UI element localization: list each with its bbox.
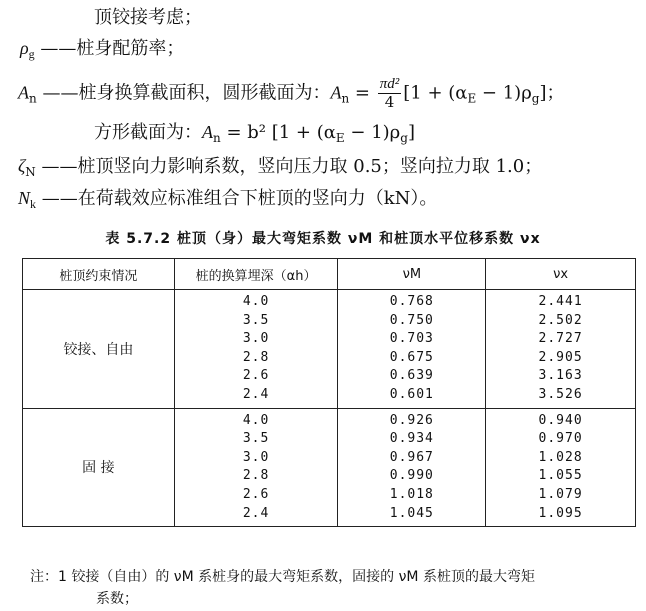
vm-values: 0.926 0.934 0.967 0.990 1.018 1.045 bbox=[338, 408, 486, 527]
formula-bracket-sub: E bbox=[467, 91, 477, 106]
table-row bbox=[23, 290, 636, 409]
symbol-rho: ρ bbox=[20, 38, 29, 58]
definition-text: ——桩身换算截面积，圆形截面为： bbox=[42, 82, 331, 104]
depth-values: 4.0 3.5 3.0 2.8 2.6 2.4 bbox=[174, 290, 338, 409]
header-vx: νx bbox=[486, 259, 636, 290]
formula-lhs: A bbox=[202, 122, 213, 142]
symbol-n: N bbox=[18, 188, 31, 208]
definition-text: 方形截面为： bbox=[94, 122, 202, 143]
formula-end: ] bbox=[407, 122, 415, 143]
symbol-sub: n bbox=[29, 91, 37, 106]
definition-rho-g bbox=[20, 36, 184, 66]
continuation-text: 顶铰接考虑； bbox=[94, 7, 202, 28]
group-label-fixed: 固 接 bbox=[23, 408, 175, 527]
table-note-line-2: 系数； bbox=[96, 591, 138, 607]
formula-rho-sub: g bbox=[400, 131, 408, 145]
symbol-sub: k bbox=[30, 197, 37, 211]
fraction-numerator: πd² bbox=[379, 76, 400, 92]
header-vm: νM bbox=[338, 259, 486, 290]
coefficient-table bbox=[22, 258, 636, 527]
table-caption: 表 5.7.2 桩顶（身）最大弯矩系数 νM 和桩顶水平位移系数 νx bbox=[105, 231, 541, 247]
text-line-1 bbox=[94, 6, 202, 30]
symbol-sub: N bbox=[25, 165, 36, 179]
formula-rhs: = b² [1 + (α bbox=[220, 122, 336, 143]
table-row bbox=[23, 408, 636, 527]
vx-values: 0.940 0.970 1.028 1.055 1.079 1.095 bbox=[486, 408, 636, 527]
vm-values: 0.768 0.750 0.703 0.675 0.639 0.601 bbox=[338, 290, 486, 409]
formula-eq: = bbox=[349, 82, 376, 104]
depth-values: 4.0 3.5 3.0 2.8 2.6 2.4 bbox=[174, 408, 338, 527]
formula-lhs-sub: n bbox=[213, 131, 221, 145]
definition-text: ——桩身配筋率； bbox=[40, 38, 185, 59]
definition-zeta-n bbox=[18, 154, 542, 184]
formula-bracket-tail: − 1)ρ bbox=[476, 82, 532, 104]
formula-bracket: [1 + (α bbox=[403, 82, 468, 104]
definition-nk bbox=[18, 186, 437, 216]
vx-values: 2.441 2.502 2.727 2.905 3.163 3.526 bbox=[486, 290, 636, 409]
table-note-line-1: 注：1 铰接（自由）的 νM 系桩身的最大弯矩系数，固接的 νM 系桩顶的最大弯矩 bbox=[30, 569, 535, 585]
group-label-hinged: 铰接、自由 bbox=[23, 290, 175, 409]
symbol-a: A bbox=[18, 82, 29, 103]
definition-an-square bbox=[94, 120, 415, 150]
fraction-denominator: 4 bbox=[384, 93, 395, 111]
symbol-zeta: ζ bbox=[18, 156, 26, 176]
formula-sub: E bbox=[335, 131, 345, 145]
formula-fraction bbox=[378, 76, 402, 111]
formula-lhs: A bbox=[330, 82, 342, 103]
definition-text: ——在荷载效应标准组合下桩顶的竖向力（kN）。 bbox=[41, 188, 438, 209]
definition-text: ——桩顶竖向力影响系数，竖向压力取 0.5；竖向拉力取 1.0； bbox=[41, 156, 543, 177]
formula-end: ]； bbox=[539, 82, 565, 104]
table-header-row bbox=[23, 259, 636, 290]
header-constraint: 桩顶约束情况 bbox=[23, 259, 175, 290]
header-depth: 桩的换算埋深（αh） bbox=[174, 259, 338, 290]
formula-lhs-sub: n bbox=[341, 91, 350, 106]
formula-rho-sub: g bbox=[531, 91, 540, 106]
formula-tail: − 1)ρ bbox=[344, 122, 401, 143]
symbol-sub: g bbox=[28, 47, 35, 61]
definition-an bbox=[18, 76, 565, 111]
